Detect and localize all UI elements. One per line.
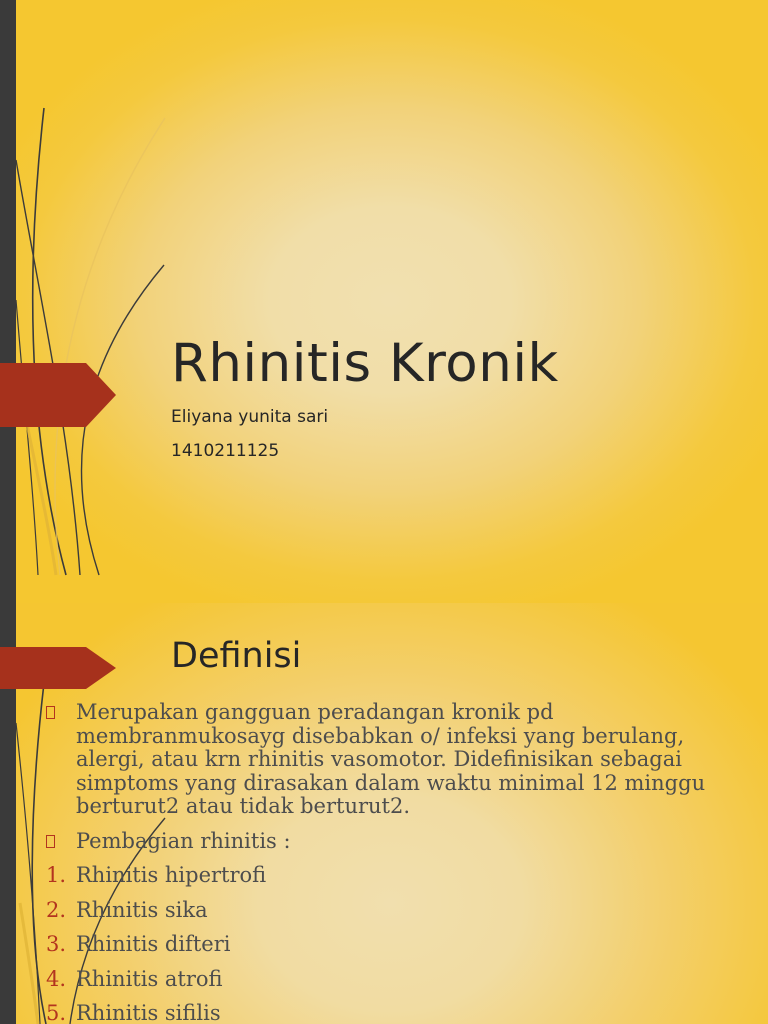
list-item <box>46 864 746 888</box>
bullet-icon <box>46 701 55 725</box>
type-text: Rhinitis sika <box>76 897 208 922</box>
author-name: Eliyana yunita sari <box>171 407 329 427</box>
slide-title: Rhinitis Kronik <box>171 333 559 394</box>
slide-content <box>46 701 746 1024</box>
list-item <box>46 899 746 923</box>
type-text: Rhinitis atrofi <box>76 966 223 991</box>
list-number: 5. <box>46 1001 67 1024</box>
arrow-shape <box>0 363 116 427</box>
type-text: Rhinitis sifilis <box>76 1001 221 1024</box>
list-item <box>46 933 746 957</box>
list-item <box>46 968 746 992</box>
list-number: 3. <box>46 932 67 956</box>
list-number: 2. <box>46 897 67 922</box>
list-item <box>46 701 746 819</box>
student-id: 1410211125 <box>171 441 280 461</box>
arrow-shape <box>0 636 116 700</box>
list-number: 1. <box>46 863 67 887</box>
slide-title: Definisi <box>171 636 302 676</box>
division-label: Pembagian rhinitis : <box>76 828 291 853</box>
type-text: Rhinitis difteri <box>76 932 231 956</box>
list-item <box>46 1002 746 1024</box>
slide-definition <box>0 603 768 1024</box>
definition-text: Merupakan gangguan peradangan kronik pd membranmukosayg disebabkan o/ infeksi yang berulang, alergi, atau krn rhinitis vasomotor. Didefinisikan sebagai simptoms yang dirasakan dalam waktu minimal 12 minggu berturut2 atau tidak berturut2. <box>76 700 706 818</box>
swirl-decoration <box>0 0 200 603</box>
list-item <box>46 830 746 854</box>
bullet-icon <box>46 830 55 854</box>
type-text: Rhinitis hipertrofi <box>76 863 267 887</box>
list-number: 4. <box>46 966 67 991</box>
